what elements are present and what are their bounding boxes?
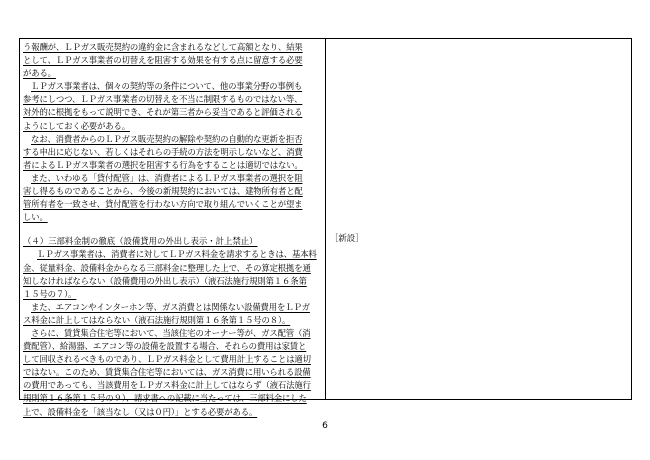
text-line: さらに、賃貸集合住宅等において、当該住宅のオーナー等が、ガス配管（消 — [31, 327, 311, 338]
text-line: する申出に応じない、若しくはそれらの手続の方法を明示しないなど、消費 — [23, 146, 303, 157]
left-column-revised-text — [23, 41, 321, 419]
text-line: 規則第１６条第１５号の９）、請求書への記載に当たっては、三部料金にした — [23, 393, 307, 404]
column-divider — [325, 39, 326, 399]
text-line: しい。 — [23, 212, 48, 223]
spacer — [23, 224, 321, 235]
text-line: １５号の７）。 — [23, 288, 77, 299]
right-column-original-text — [330, 232, 620, 245]
text-line: ＬＰガス事業者は、消費者に対してＬＰガス料金を請求するときは、基本料 — [37, 249, 317, 260]
text-line: 金、従量料金、設備料金からなる三部料金に整理した上で、その算定根拠を通 — [23, 262, 311, 273]
page-number: 6 — [322, 421, 328, 431]
text-line: 管所有者を一致させ、貸付配管を行わない方向で取り組んでいくことが望ま — [23, 199, 303, 210]
text-line: う報酬が、ＬＰガス販売契約の違約金に含まれるなどして高額となり、結果 — [23, 42, 303, 52]
text-line: 対外的に根拠をもって説明でき、それが第三者から妥当であると評価される — [23, 107, 303, 118]
text-line: として、ＬＰガス事業者の切替えを阻害する効果を有する点に留意する必要 — [23, 55, 303, 66]
new-provision-label: ［新設］ — [330, 233, 364, 243]
text-line: また、エアコンやインターホン等、ガス消費とは関係ない設備費用をＬＰガ — [31, 301, 310, 312]
text-line: ＬＰガス事業者は、個々の契約等の条件について、他の事業分野の事例も — [31, 81, 303, 92]
text-line: して回収されるべきものであり、ＬＰガス料金として費用計上することは適切 — [23, 354, 311, 365]
text-line: ではない。このため、賃貸集合住宅等においては、ガス消費に用いられる設備 — [23, 367, 311, 378]
text-line: 者によるＬＰガス事業者の選択を阻害する行為をすることは適切ではない。 — [23, 159, 303, 170]
text-line: ようにしておく必要がある。 — [23, 120, 130, 131]
text-line: がある。 — [23, 68, 56, 79]
text-line: 害し得るものであることから、今後の新規契約においては、建物所有者と配 — [23, 186, 303, 197]
text-line: 参考にしつつ、ＬＰガス事業者の切替えを不当に制限するものではない等、 — [23, 94, 303, 105]
text-line: また、いわゆる「貸付配管」は、消費者によるＬＰガス事業者の選択を阻 — [31, 172, 303, 183]
section-heading: （４）三部料金制の徹底（設備貸用の外出し表示・計上禁止） — [23, 236, 258, 247]
text-line: ス料金に計上してはならない（液石法施行規則第１６条第１５号の８）。 — [23, 314, 291, 325]
comparison-table — [19, 38, 632, 417]
text-line: なお、消費者からのＬＰガス販売契約の解除や契約の自動的な更新を拒否 — [31, 133, 303, 144]
text-line: の費用であっても、当該費用をＬＰガス料金に計上してはならず（液石法施行 — [23, 380, 311, 391]
text-line: 費配管）、給湯器、エアコン等の設備を設置する場合、それらの費用は家賃と — [23, 341, 307, 352]
text-line: 上で、設備料金を「該当なし（又は０円）」とする必要がある。 — [23, 406, 258, 417]
text-line: 知しなければならない（設備費用の外出し表示）（液石法施行規則第１６条第 — [23, 275, 307, 286]
